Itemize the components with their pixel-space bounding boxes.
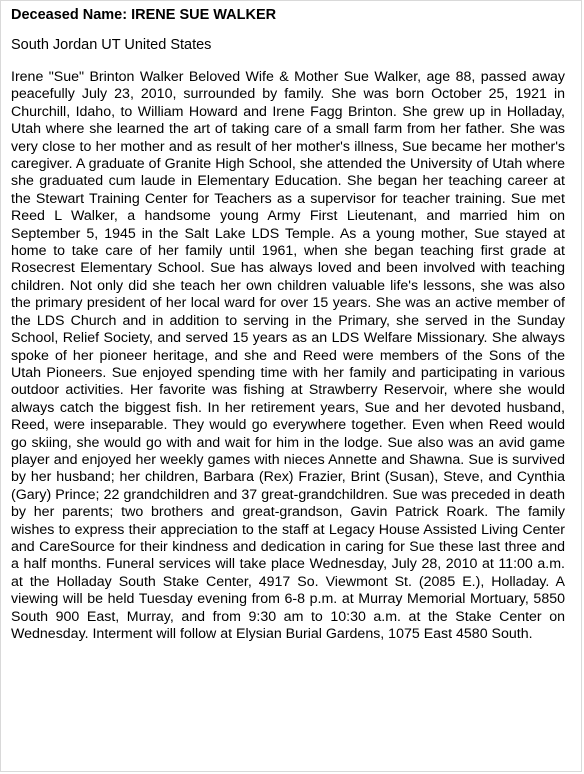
obituary-text: Irene "Sue" Brinton Walker Beloved Wife & Mother Sue Walker, age 88, passed away peacefully July 23, 2010, surrounded by family. She was born October 25, 1921 in Churchill, Idaho, to William Howard and Irene Fagg Brinton. She grew up in Holladay, Utah where she learned the art of taking care of a small farm from her father. She was very close to her mother and as result of her mother's illness, Sue became her mother's caregiver. A graduate of Granite High School, she attended the University of Utah where she graduated cum laude in Elementary Education. She began her teaching career at the Stewart Training Center for Teachers as a supervisor for teacher training. Sue met Reed L Walker, a handsome young Army First Lieutenant, and married him on September 5, 1945 in the Salt Lake LDS Temple. As a young mother, Sue stayed at home to take care of her family until 1961, when she began teaching first grade at Rosecrest Elementary School. Sue has always loved and been involved with teaching children. Not only did she teach her own children valuable life's lessons, she was also the primary president of her local ward for over 15 years. She was an active member of the LDS Church and in addition to serving in the Primary, she served in the Sunday School, Relief Society, and served 15 years as an LDS Welfare Missionary. She always spoke of her pioneer heritage, and she and Reed were members of the Sons of the Utah Pioneers. Sue enjoyed spending time with her family and participating in various outdoor activities. Her favorite was fishing at Strawberry Reservoir, where she would always catch the biggest fish. In her retirement years, Sue and her devoted husband, Reed, were inseparable. They would go everywhere together. Even when Reed would go skiing, she would go with and wait for him in the lodge. Sue also was an avid game player and enjoyed her weekly games with nieces Annette and Shawna. Sue is survived by her husband; her children, Barbara (Rex) Frazier, Brint (Susan), Steve, and Cynthia (Gary) Prince; 22 grandchildren and 37 great-grandchildren. Sue was preceded in death by her parents; two brothers and great-grandson, Gavin Patrick Roark. The family wishes to express their appreciation to the staff at Legacy House Assisted Living Center and CareSource for their kindness and dedication in caring for Sue these last three and a half months. Funeral services will take place Wednesday, July 28, 2010 at 11:00 a.m. at the Holladay South Stake Center, 4917 So. Viewmont St. (2085 E.), Holladay. A viewing will be held Tuesday evening from 6-8 p.m. at Murray Memorial Mortuary, 5850 South 900 East, Murray, and from 9:30 am to 10:30 a.m. at the Stake Center on Wednesday. Interment will follow at Elysian Burial Gardens, 1075 East 4580 South.: [11, 69, 565, 642]
deceased-name-value: IRENE SUE WALKER: [131, 7, 277, 23]
deceased-name-heading: [11, 6, 276, 24]
location-line: South Jordan UT United States: [11, 37, 212, 53]
deceased-name-label: Deceased Name:: [11, 7, 128, 23]
